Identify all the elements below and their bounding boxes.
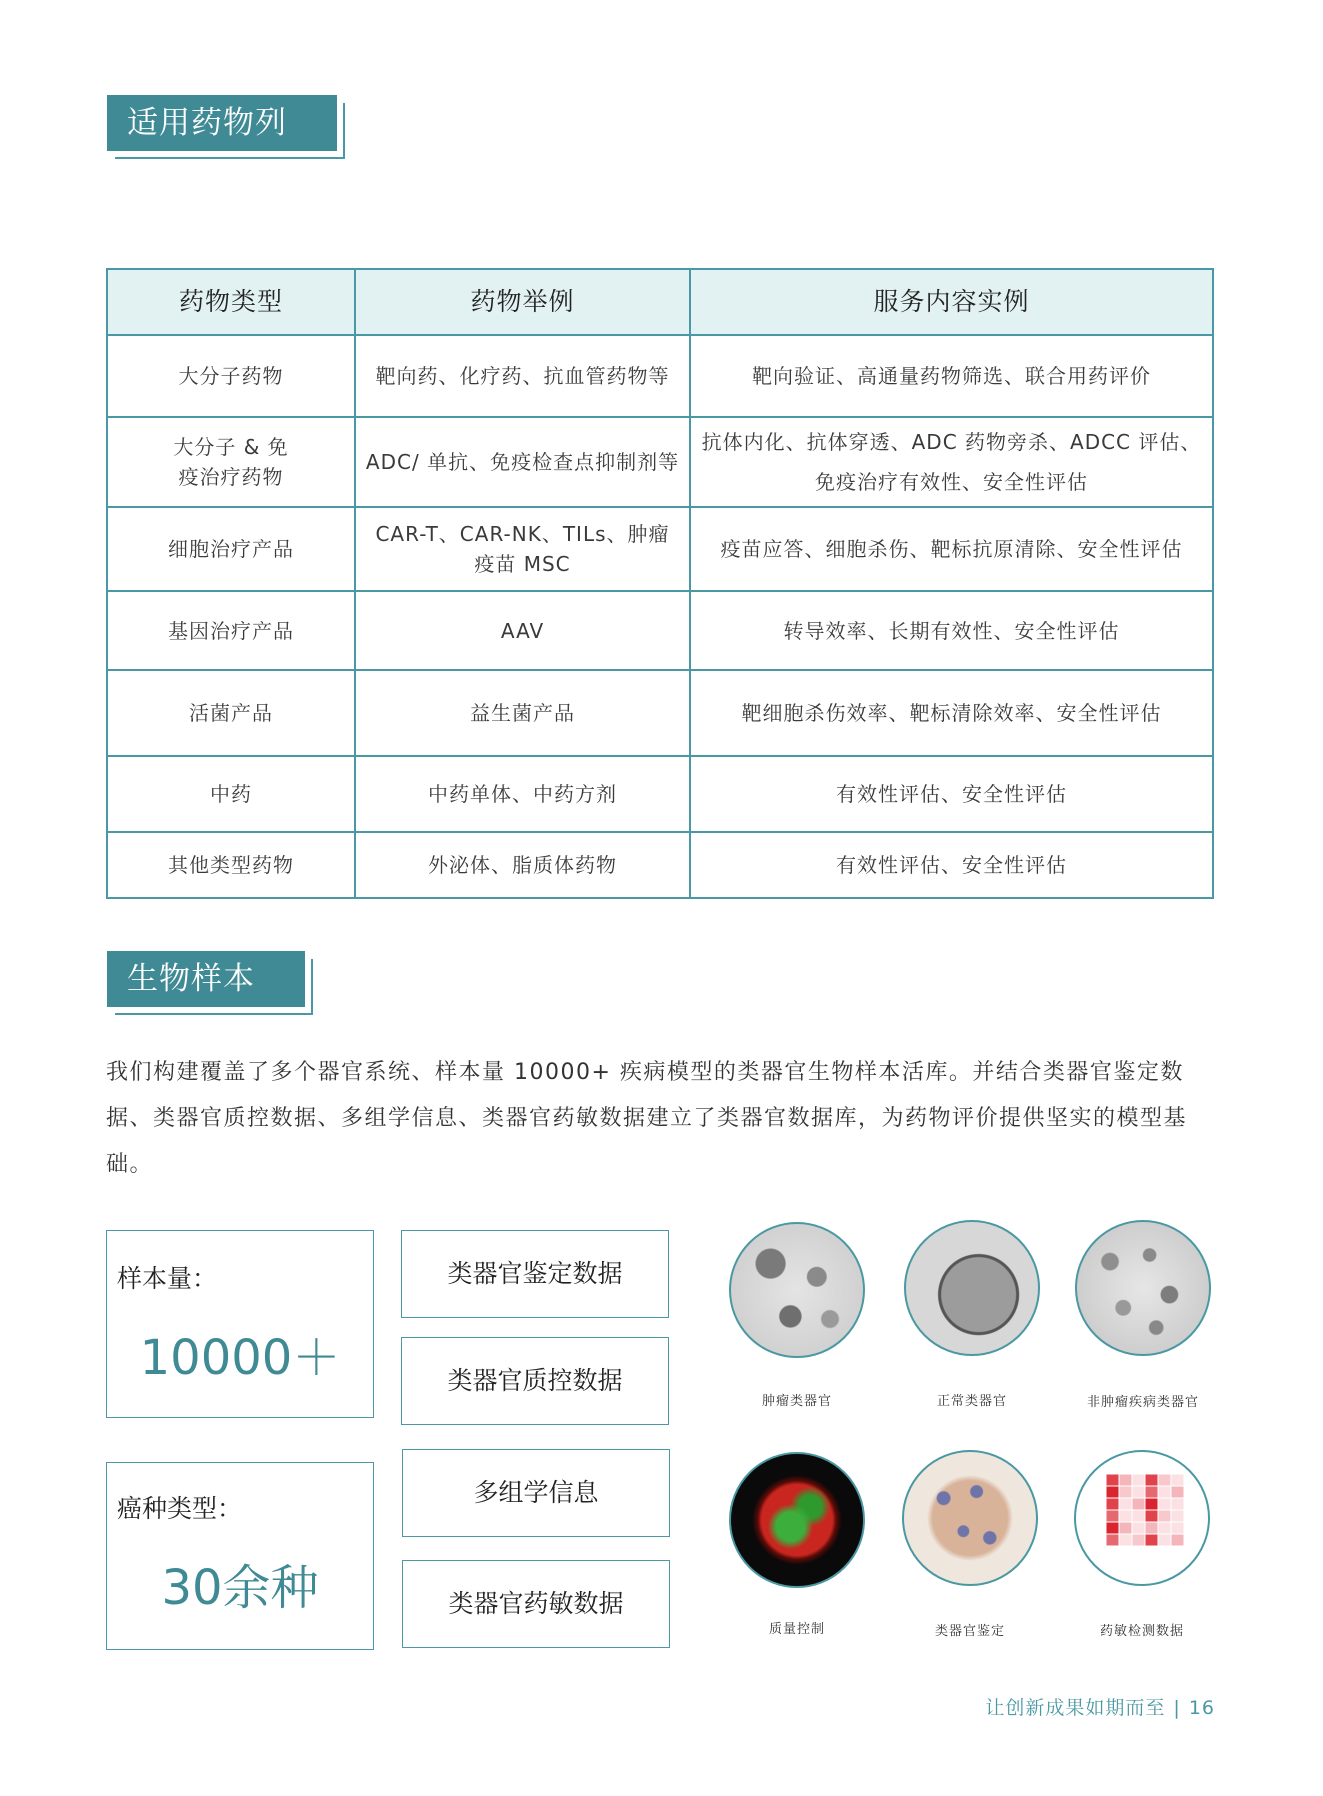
cell-example: AAV [355, 591, 690, 670]
data-box-multiomics: 多组学信息 [402, 1449, 670, 1537]
data-box-quality-control: 类器官质控数据 [401, 1337, 669, 1425]
table-row [107, 335, 1213, 417]
caption-tumor-organoid: 肿瘤类器官 [761, 1394, 832, 1409]
page-number: 16 [1188, 1697, 1215, 1719]
cell-example: 中药单体、中药方剂 [355, 756, 690, 832]
non-tumor-organoid-image [1075, 1220, 1211, 1356]
header-drug-type: 药物类型 [107, 269, 355, 335]
cancer-type-value: 30余种 [161, 1560, 319, 1616]
cell-type: 中药 [107, 756, 355, 832]
cell-type: 其他类型药物 [107, 832, 355, 898]
table-row [107, 591, 1213, 670]
cell-type: 细胞治疗产品 [107, 507, 355, 591]
drug-sensitivity-heatmap-image [1074, 1450, 1210, 1586]
cell-service: 有效性评估、安全性评估 [690, 756, 1213, 832]
cancer-type-box [106, 1462, 374, 1650]
footer-slogan: 让创新成果如期而至 [985, 1697, 1166, 1719]
sample-count-box [106, 1230, 374, 1418]
cancer-type-label: 癌种类型： [117, 1494, 243, 1523]
cell-type: 活菌产品 [107, 670, 355, 756]
caption-non-tumor-organoid: 非肿瘤疾病类器官 [1086, 1395, 1199, 1410]
cell-example: CAR-T、CAR-NK、TILs、肿瘤疫苗 MSC [355, 507, 690, 591]
table-row [107, 417, 1213, 507]
cell-service: 有效性评估、安全性评估 [690, 832, 1213, 898]
heatmap-icon [1076, 1452, 1208, 1584]
sample-count-label: 样本量： [117, 1264, 218, 1293]
table-header-row [107, 269, 1213, 335]
table-row [107, 756, 1213, 832]
cell-type: 大分子药物 [107, 335, 355, 417]
cell-service: 靶细胞杀伤效率、靶标清除效率、安全性评估 [690, 670, 1213, 756]
header-drug-example: 药物举例 [355, 269, 690, 335]
cell-service: 疫苗应答、细胞杀伤、靶标抗原清除、安全性评估 [690, 507, 1213, 591]
cell-example: 外泌体、脂质体药物 [355, 832, 690, 898]
table-row [107, 832, 1213, 898]
cell-service: 抗体内化、抗体穿透、ADC 药物旁杀、ADCC 评估、免疫治疗有效性、安全性评估 [690, 417, 1213, 507]
footer-separator: | [1173, 1697, 1181, 1719]
cell-service: 靶向验证、高通量药物筛选、联合用药评价 [690, 335, 1213, 417]
caption-drug-sensitivity: 药敏检测数据 [1099, 1624, 1184, 1639]
cell-type: 大分子 & 免疫治疗药物 [107, 417, 355, 507]
cell-example: ADC/ 单抗、免疫检查点抑制剂等 [355, 417, 690, 507]
intro-paragraph: 我们构建覆盖了多个器官系统、样本量 10000+ 疾病模型的类器官生物样本活库。并结合类器官鉴定数据、类器官质控数据、多组学信息、类器官药敏数据建立了类器官数据库，为药物评价提供坚实的模型基础。 [106, 1060, 1188, 1177]
data-box-drug-sensitivity: 类器官药敏数据 [402, 1560, 670, 1648]
footer [985, 1693, 1215, 1720]
cell-example: 益生菌产品 [355, 670, 690, 756]
table-row [107, 670, 1213, 756]
caption-normal-organoid: 正常类器官 [936, 1394, 1007, 1409]
quality-control-image [729, 1452, 865, 1588]
organoid-identification-image [902, 1450, 1038, 1586]
caption-quality-control: 质量控制 [768, 1622, 825, 1637]
section-title-drug-list: 适用药物列表 [107, 95, 337, 151]
cell-example: 靶向药、化疗药、抗血管药物等 [355, 335, 690, 417]
drug-table [106, 268, 1214, 899]
cell-service: 转导效率、长期有效性、安全性评估 [690, 591, 1213, 670]
normal-organoid-image [904, 1220, 1040, 1356]
table-row [107, 507, 1213, 591]
tumor-organoid-image [729, 1222, 865, 1358]
sample-count-value: 10000＋ [139, 1330, 341, 1386]
caption-organoid-identification: 类器官鉴定 [934, 1624, 1005, 1639]
data-box-identification: 类器官鉴定数据 [401, 1230, 669, 1318]
section-title-biobank: 生物样本库 [107, 951, 305, 1007]
cell-type: 基因治疗产品 [107, 591, 355, 670]
header-service-example: 服务内容实例 [690, 269, 1213, 335]
